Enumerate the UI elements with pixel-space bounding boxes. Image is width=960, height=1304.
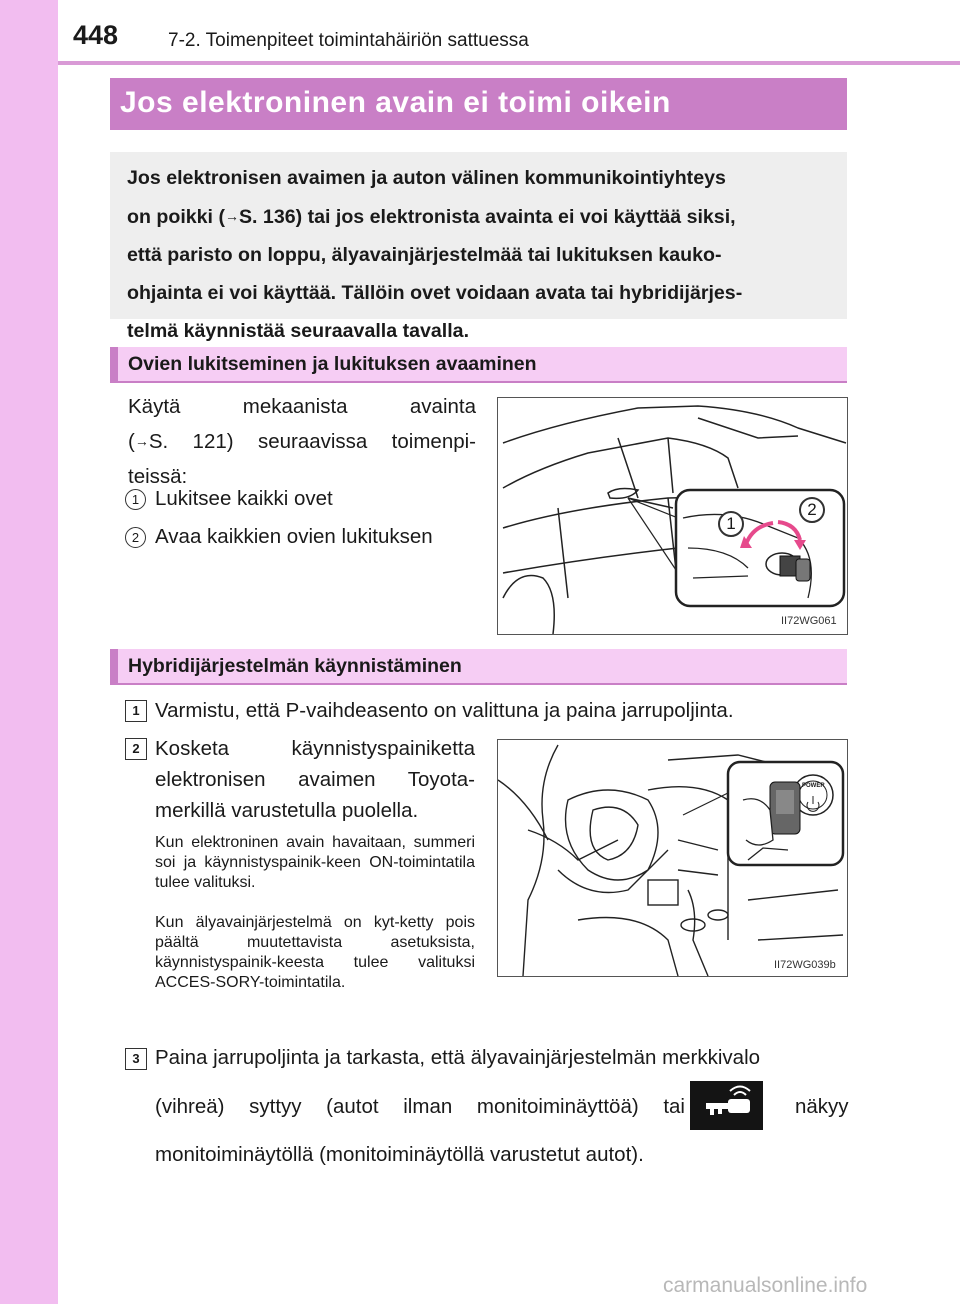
item-text-lock: Lukitsee kaikki ovet [155, 487, 333, 510]
s1-line-1: Käytä mekaanista avainta [128, 395, 476, 418]
figure-code: II72WG039b [774, 959, 836, 971]
power-button-label: POWER [802, 783, 825, 789]
figure-car-door-key [497, 397, 848, 635]
callout-1: 1 [718, 511, 744, 537]
watermark: carmanualsonline.info [663, 1274, 868, 1297]
chapter-sidebar [0, 0, 58, 1304]
s1-line-3: teissä: [128, 465, 188, 488]
s1-line-2-text: S. 121) seuraavissa toimenpi- [148, 430, 476, 453]
item-number-1: 1 [125, 489, 146, 510]
step-3-line-2: (vihreä) syttyy (autot ilman monitoiminäyttöä) tai [155, 1095, 685, 1118]
step-2-line-1: Kosketa käynnistyspainiketta [155, 737, 475, 760]
step-1-text: Varmistu, että P-vaihdeasento on valittuna ja paina jarrupoljinta. [155, 699, 734, 722]
cockpit-illustration [498, 740, 847, 976]
key-indicator-glyph [690, 1081, 763, 1130]
chapter-title: 7-2. Toimenpiteet toimintahäiriön sattuessa [168, 30, 529, 51]
car-door-illustration [498, 398, 847, 634]
step-3-line-1: Paina jarrupoljinta ja tarkasta, että älyavainjärjestelmän merkkivalo [155, 1046, 761, 1069]
section-heading-text: Ovien lukitseminen ja lukituksen avaaminen [128, 353, 537, 375]
smart-key-indicator-icon [690, 1081, 763, 1130]
intro-text-5: telmä käynnistää seuraavalla tavalla. [127, 320, 470, 342]
step-number-3: 3 [125, 1048, 147, 1070]
s1-line-2 [128, 424, 476, 459]
intro-text-1: Jos elektronisen avaimen ja auton välinen kommunikointiyhteys [127, 167, 726, 189]
intro-line [127, 236, 830, 274]
section-heading-doors [110, 347, 847, 383]
step-2-note-2: Kun älyavainjärjestelmä on kyt-ketty pois päältä muutettavista asetuksista, käynnistyspainik-keesta tulee valituksi ACCES-SORY-toimintatila. [155, 914, 475, 991]
figure-power-button [497, 739, 848, 977]
intro-text-2b: S. 136) tai jos elektronista avainta ei voi käyttää siksi, [238, 206, 736, 228]
intro-line [127, 159, 830, 197]
intro-line [127, 197, 830, 236]
callout-2: 2 [799, 497, 825, 523]
step-number-1: 1 [125, 700, 147, 722]
page-title: Jos elektroninen avain ei toimi oikein [120, 86, 671, 119]
figure-code: II72WG061 [781, 615, 837, 627]
section-heading-text: Hybridijärjestelmän käynnistäminen [128, 655, 462, 677]
intro-text-3: että paristo on loppu, älyavainjärjestelmää tai lukituksen kauko- [127, 244, 722, 266]
item-text-unlock: Avaa kaikkien ovien lukituksen [155, 525, 433, 548]
section-heading-hybrid-start [110, 649, 847, 685]
page-number: 448 [73, 20, 119, 50]
page-title-bar [110, 78, 847, 130]
header-rule [58, 61, 960, 65]
s1-paren: ( [128, 430, 135, 453]
intro-line [127, 274, 830, 312]
step-3-line-2-end: näkyy [795, 1095, 849, 1118]
step-3-line-3: monitoiminäytöllä (monitoiminäytöllä varustetut autot). [155, 1143, 644, 1166]
intro-text-4: ohjainta ei voi käyttää. Tällöin ovet voidaan avata tai hybridijärjes- [127, 282, 743, 304]
intro-text-2a: on poikki ( [127, 206, 225, 228]
item-number-2: 2 [125, 527, 146, 548]
intro-line [127, 312, 830, 350]
step-number-2: 2 [125, 738, 147, 760]
step-2-line-2: elektronisen avaimen Toyota- [155, 768, 475, 791]
arrow-icon: → [224, 208, 239, 224]
intro-box [110, 152, 847, 342]
arrow-icon: → [134, 433, 149, 449]
step-2-line-3: merkillä varustetulla puolella. [155, 799, 419, 822]
step-2-note-1: Kun elektroninen avain havaitaan, summeri soi ja käynnistyspainik-keen ON-toimintatila tulee valituksi. [155, 834, 475, 891]
